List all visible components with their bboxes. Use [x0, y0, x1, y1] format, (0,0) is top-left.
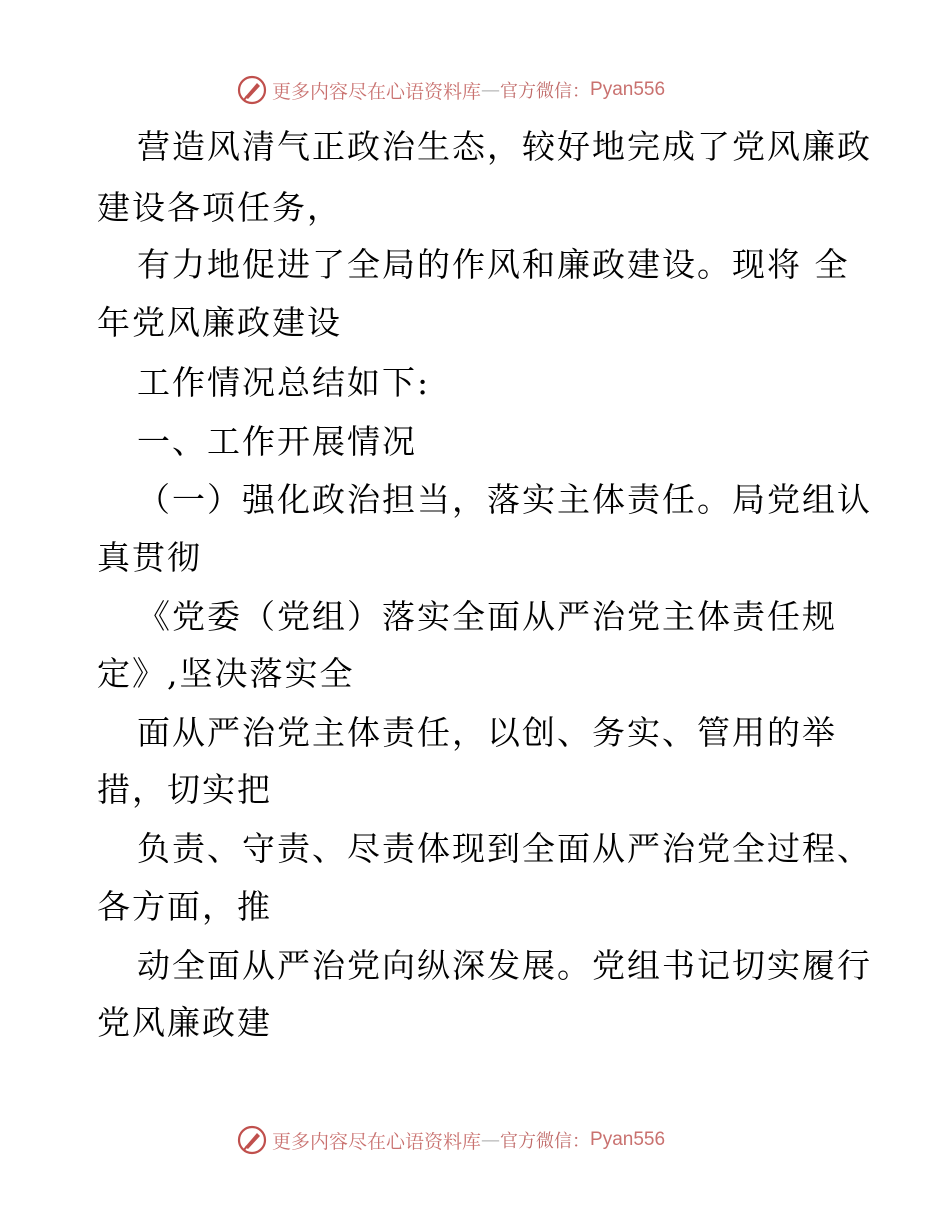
- paragraph-line: 有力地促进了全局的作风和廉政建设。现将 全: [137, 245, 850, 284]
- paragraph-line: 措，切实把: [97, 770, 272, 809]
- watermark-separator: —: [481, 1129, 501, 1151]
- paragraph-line: 《党委（党组）落实全面从严治党主体责任规: [137, 597, 837, 636]
- paragraph-line: 真贯彻: [97, 538, 202, 577]
- watermark-text: 更多内容尽在心语资料库: [272, 80, 482, 103]
- section-heading: 一、工作开展情况: [137, 422, 417, 461]
- watermark-wechat-id: Pyan556: [590, 1129, 666, 1150]
- footer-watermark: [236, 1123, 665, 1157]
- paragraph-line: 面从严治党主体责任，以创、务实、管用的举: [137, 713, 837, 752]
- paragraph-line: 定》,坚决落实全: [97, 654, 355, 693]
- paragraph-line: 建设各项任务，: [97, 188, 342, 227]
- paragraph-line: 各方面，推: [97, 887, 272, 926]
- watermark-wechat-label: 官方微信：: [500, 81, 591, 102]
- paragraph-line: （一）强化政治担当，落实主体责任。局党组认: [137, 480, 872, 519]
- paragraph-line: 营造风清气正政治生态，较好地完成了党风廉政: [137, 127, 872, 166]
- paragraph-line: 工作情况总结如下:: [137, 363, 431, 402]
- watermark-wechat-id: Pyan556: [590, 79, 666, 100]
- quill-logo-icon: [236, 74, 268, 106]
- header-watermark: [236, 73, 665, 107]
- watermark-separator: —: [481, 79, 501, 101]
- paragraph-line: 动全面从严治党向纵深发展。党组书记切实履行: [137, 946, 872, 985]
- watermark-wechat-label: 官方微信：: [500, 1131, 591, 1152]
- watermark-text: 更多内容尽在心语资料库: [272, 1130, 482, 1153]
- paragraph-line: 年党风廉政建设: [97, 303, 342, 342]
- quill-logo-icon: [236, 1124, 268, 1156]
- paragraph-line: 负责、守责、尽责体现到全面从严治党全过程、: [137, 829, 872, 868]
- paragraph-line: 党风廉政建: [97, 1003, 272, 1042]
